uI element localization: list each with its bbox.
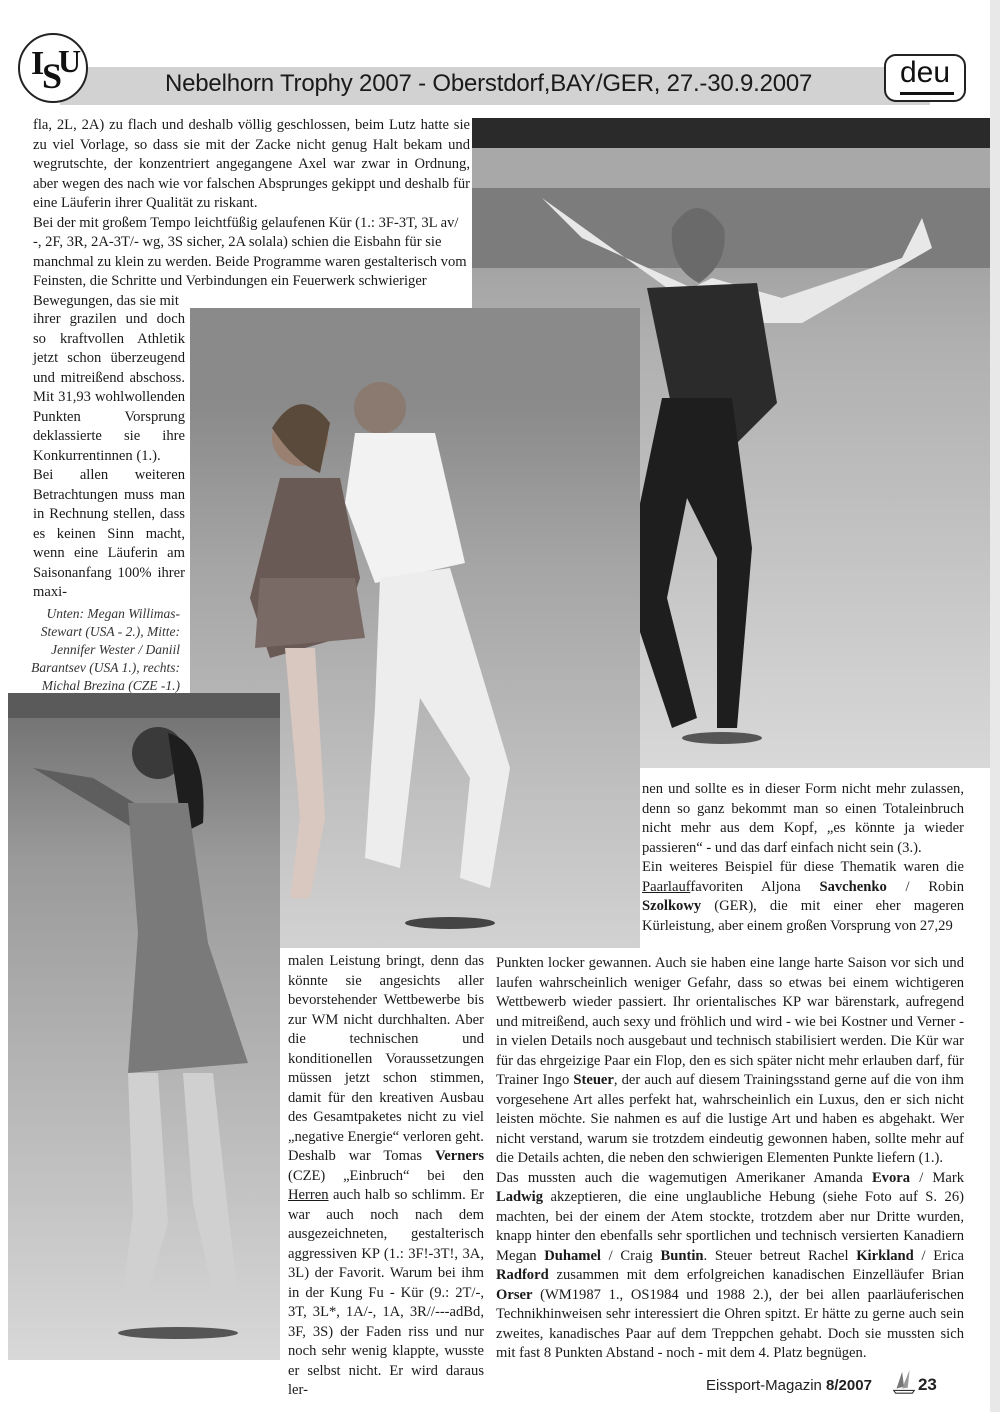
page-number: 23 <box>917 1375 937 1394</box>
deu-logo <box>884 54 966 102</box>
paragraph: Ein weiteres Beispiel für diese Thematik waren die Paarlauffavoriten Aljona Savchenko / Robin Szolkowy (GER), die mit einer eher mageren Kürleistung, aber einem großen Vorsprung von 27,29 <box>642 859 964 934</box>
underlined-paarlauf: Paarlauf <box>642 878 691 895</box>
photo-female-skater-icon <box>8 693 280 1360</box>
paragraph: fla, 2L, 2A) zu flach und deshalb völlig geschlossen, beim Lutz hatte sie zu viel Vorlage, so dass sie mit der Zacke nicht genug Halt bekam und wegrutschte, der konzentriert angegangene Axel war zwar in Ordnung, aber wegen des nach wie vor falschen Absprunges gekippt und deshalb für eine Läuferin ihrer Qualität zu riskant. <box>33 117 470 211</box>
paragraph: Punkten locker gewannen. Auch sie haben eine lange harte Saison vor sich und laufen wahrscheinlich weniger Gefahr, dass so etwas bei einem wichtigeren Wettbewerb wieder passiert. Ihr orientalisches KP war bärenstark, aufregend und mitreißend, auch sexy und fröhlich und wird - wie bei Kostner und Verner - in vielen Details noch ausgebaut und technisch stabilisiert werden. Die Kür war für das ehrgeizige Paar ein Flop, den es sich später nicht mehr erlauben darf, für Trainer Ingo Steuer, der auch auf diesem Trainingsstand gerne auf die von ihm vorgesehene Art alles perfekt hat, wahrscheinlich ein Luxus, den er sich nicht leisten möchte. Sie nahmen es auf die lustige Art und haben es abgehakt. Wer nicht verstand, warum sie trotzdem eindeutig gewonnen haben, sollte mehr auf die Details achten, die neben den schwierigen Elementen Punkte liefern (1.). <box>496 955 964 1166</box>
isu-logo: I S U <box>18 33 88 103</box>
skate-wings-icon <box>890 1368 918 1396</box>
article-left-column <box>33 310 185 603</box>
deu-logo-text: deu <box>899 56 951 89</box>
paragraph: Bei der mit großem Tempo leichtfüßig gelaufenen Kür (1.: 3F-3T, 3L av/ -, 2F, 3R, 2A-3T/- wg, 3S sicher, 2A solala) schien die Eisbahn für sie manchmal zu klein zu werden. Beide Programme waren gestalterisch vom Feinsten, die Schritte und Verbindungen ein Feuerwerk schwieriger Bewegungen, das sie mit <box>33 214 467 309</box>
scan-edge <box>990 0 1000 1412</box>
magazine-name: Eissport-Magazin <box>706 1377 827 1394</box>
paragraph: ihrer grazilen und doch so kraftvollen Athletik jetzt schon überzeugend und mitreißend abschoss. Mit 31,93 wohlwollenden Punkten Vorsprung deklassierte sie ihre Konkurrentinnen (1.). <box>33 311 185 464</box>
article-right-column <box>642 780 964 936</box>
underlined-herren: Herren <box>288 1187 329 1203</box>
photo-caption: Unten: Megan Willimas-Stewart (USA - 2.), Mitte: Jennifer Wester / Daniil Barantsev (USA 1.), rechts: Michal Brezina (CZE -1.) <box>31 606 180 693</box>
name-verner: Verners <box>435 1148 484 1164</box>
paragraph: malen Leistung bringt, denn das könnte sie angesichts aller bevorstehender Wettbewerbe bis zur WM nicht durchhalten. Aber die technischen und konditionellen Voraussetzungen müssen jetzt schon stimmen, damit für den kreativen Ausbau des Gesamtpaketes nicht zu viel „negative Energie“ verloren geht. <box>288 953 484 1145</box>
skate-blade-icon <box>900 92 954 95</box>
issue-number: 8/2007 <box>826 1377 872 1394</box>
article-middle-column <box>288 952 484 1401</box>
article-bottom-right-column <box>496 954 964 1364</box>
page-title: Nebelhorn Trophy 2007 - Oberstdorf,BAY/GER, 27.-30.9.2007 <box>165 70 813 97</box>
paragraph: Das mussten auch die wagemutigen Amerikaner Amanda Evora / Mark Ladwig akzeptieren, die eine unglaubliche Hebung (siehe Foto auf S. 26) machten, bei der einem der Atem stockte, trotzdem aber nur Dritte wurden, knapp hinter den ebenfalls sehr sportlichen und technisch versierten Kanadiern Megan Duhamel / Craig Buntin. Steuer betreut Rachel Kirkland / Erica Radford zusammen mit dem erfolgreichen kanadischen Einzelläufer Brian Orser (WM1987 1., OS1984 und 1988 2.), der bei allen paarläuferischen Technikhinweisen sehr interessiert die Ohren spitzt. Er hätte zu gerne auch sein zweites, kanadisches Paar auf dem Treppchen gehabt. Doch sie mussten sich mit fast 8 Punkten Abstand - noch - mit dem 4. Platz begnügen. <box>496 1169 964 1361</box>
article-intro <box>33 116 470 311</box>
paragraph: Deshalb war Tomas Verners (CZE) „Einbruch“ bei den Herren auch halb so schlimm. Er war auch noch nach dem ausgezeichneten, gestalterisch aggressiven KP (1.: 3F!-3T!, 3A, 3L) der Favorit. Warum bei ihm in der Kung Fu - Kür (9.: 2T/-, 3T, 3L*, 1A/-, 1A, 3R//---adBd, 3F, 3S) der Faden riss und nur noch sehr wenig klappte, wusste er selbst nicht. Er wird daraus ler- <box>288 1148 484 1398</box>
paragraph: Bei allen weiteren Betrachtungen muss man in Rechnung stellen, dass es keinen Sinn macht, wenn eine Läuferin am Saisonanfang 100% ihrer maxi- <box>33 467 185 600</box>
paragraph: nen und sollte es in dieser Form nicht mehr zulassen, denn so ganz bekommt man so einen Totaleinbruch nicht mehr aus dem Kopf, „es könnte ja wieder passieren“ - und das darf einfach nicht sein (3.). <box>642 781 964 856</box>
photo-megan-williams-stewart <box>8 693 280 1360</box>
